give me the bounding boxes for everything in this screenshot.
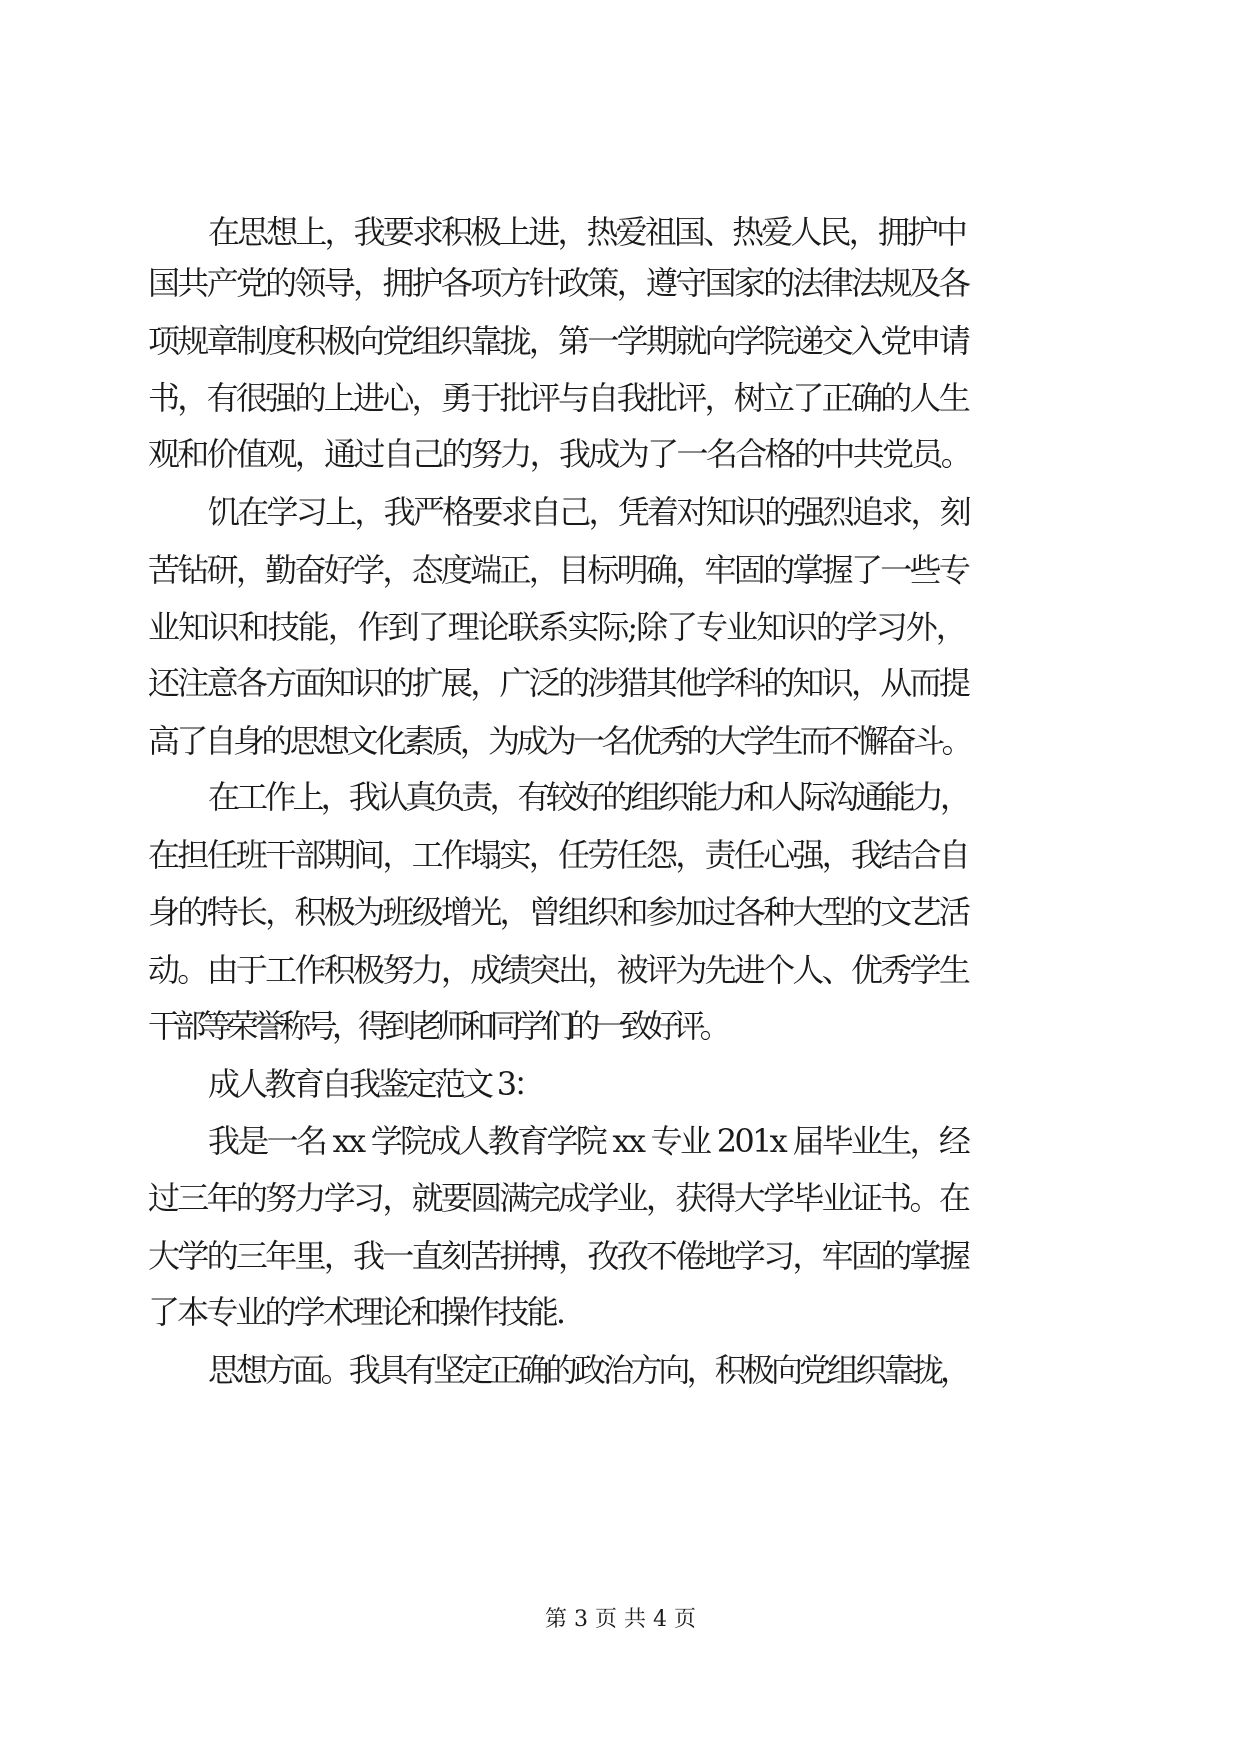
page-footer: 第 3 页 共 4 页 [545, 1607, 696, 1632]
body-text-line: 在担任班干部期间，工作塌实，任劳任怨，责任心强，我结合自 [148, 836, 969, 874]
body-text-line: 书，有很强的上进心，勇于批评与自我批评，树立了正确的人生 [148, 379, 969, 417]
body-text-line: 思想方面。我具有坚定正确的政治方向，积极向党组织靠拢， [208, 1351, 969, 1389]
body-text-line: 干部等荣誉称号，得到老师和同学们的一致好评。 [148, 1007, 726, 1045]
body-text-line: 在思想上，我要求积极上进，热爱祖国、热爱人民，拥护中 [208, 213, 966, 251]
body-text-line: 高了自身的思想文化素质，为成为一名优秀的大学生而不懈奋斗。 [148, 722, 970, 760]
body-text-line: 项规章制度积极向党组织靠拢，第一学期就向学院递交入党申请 [148, 322, 969, 360]
body-text-line: 还注意各方面知识的扩展，广泛的涉猎其他学科的知识，从而提 [148, 664, 969, 702]
body-text-line: 大学的三年里，我一直刻苦拼搏，孜孜不倦地学习，牢固的掌握 [148, 1237, 969, 1275]
body-text-line: 了本专业的学术理论和操作技能. [148, 1293, 564, 1331]
body-text-line: 饥在学习上，我严格要求自己，凭着对知识的强烈追求，刻 [208, 493, 970, 531]
body-text-line: 苦钻研，勤奋好学，态度端正，目标明确，牢固的掌握了一些专 [148, 551, 969, 589]
body-text-line: 成人教育自我鉴定范文 3： [208, 1065, 542, 1103]
body-text-line: 身的特长，积极为班级增光，曾组织和参加过各种大型的文艺活 [148, 893, 969, 931]
body-text-line: 在工作上，我认真负责，有较好的组织能力和人际沟通能力， [208, 778, 969, 816]
body-text-line: 动。由于工作积极努力，成绩突出，被评为先进个人、优秀学生 [148, 951, 969, 989]
body-text-line: 国共产党的领导，拥护各项方针政策，遵守国家的法律法规及各 [148, 264, 969, 302]
body-text-line: 观和价值观，通过自己的努力，我成为了一名合格的中共党员。 [148, 435, 971, 473]
body-text-line: 我是一名 xx 学院成人教育学院 xx 专业 201x 届毕业生，经 [208, 1122, 969, 1160]
body-text-line: 业知识和技能，作到了理论联系实际;除了专业知识的学习外， [148, 608, 966, 646]
body-text-line: 过三年的努力学习，就要圆满完成学业，获得大学毕业证书。在 [148, 1179, 969, 1217]
